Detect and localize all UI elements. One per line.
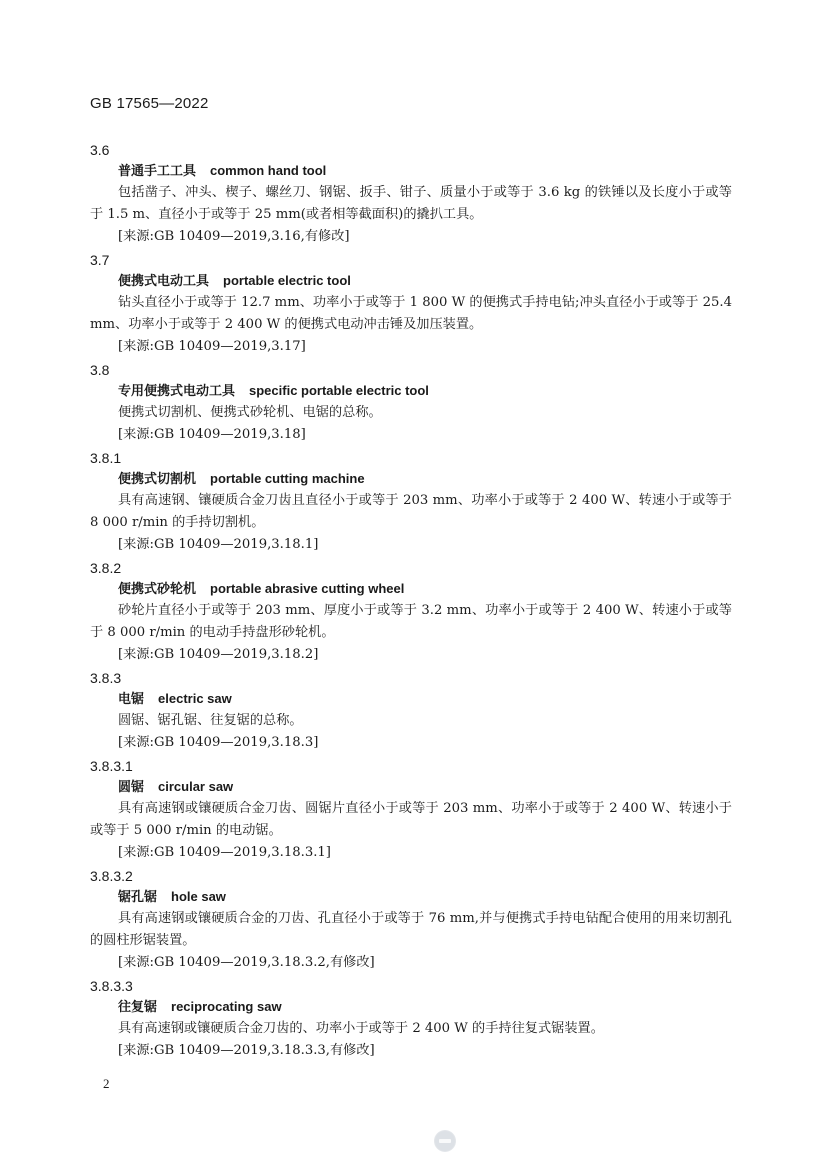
term-number: 3.8.3 (90, 670, 122, 686)
term-definition: 具有高速钢或镶硬质合金刀齿的、功率小于或等于 2 400 W 的手持往复式锯装置。 (118, 1021, 604, 1036)
term-en: electric saw (158, 691, 232, 706)
term-number: 3.8.3.1 (90, 758, 133, 774)
term-entry (90, 140, 732, 248)
term-number: 3.8.2 (90, 560, 122, 576)
term-source: [来源:GB 10409—2019,3.18.3.3,有修改] (118, 1043, 375, 1058)
term-entry (90, 976, 732, 1062)
term-number: 3.8.3.3 (90, 978, 133, 994)
term-zh: 便携式切割机 (118, 472, 197, 487)
term-zh: 电锯 (118, 692, 145, 707)
term-source: [来源:GB 10409—2019,3.18] (118, 427, 306, 442)
term-en: portable abrasive cutting wheel (210, 581, 405, 596)
term-zh: 专用便携式电动工具 (118, 384, 236, 399)
term-zh: 便携式砂轮机 (118, 582, 197, 597)
term-entry (90, 756, 732, 864)
term-heading (90, 468, 732, 490)
term-entry (90, 360, 732, 446)
term-definition: 包括凿子、冲头、楔子、螺丝刀、钢锯、扳手、钳子、质量小于或等于 3.6 kg 的铁锤以及长度小于或等于 1.5 m、直径小于或等于 25 mm(或者相等截面积)的撬扒工具。 (90, 185, 732, 222)
term-entry (90, 250, 732, 358)
term-en: reciprocating saw (171, 999, 282, 1014)
term-en: common hand tool (210, 163, 327, 178)
term-heading (90, 996, 732, 1018)
term-entry (90, 668, 732, 754)
term-definition: 钻头直径小于或等于 12.7 mm、功率小于或等于 1 800 W 的便携式手持电钻;冲头直径小于或等于 25.4 mm、功率小于或等于 2 400 W 的便携式电动冲击锤及加压装置。 (90, 295, 732, 332)
term-number: 3.7 (90, 252, 110, 268)
watermark-logo-icon (434, 1130, 456, 1152)
term-heading (90, 776, 732, 798)
term-source: [来源:GB 10409—2019,3.18.1] (118, 537, 319, 552)
term-source: [来源:GB 10409—2019,3.18.3.1] (118, 845, 331, 860)
term-definition: 便携式切割机、便携式砂轮机、电锯的总称。 (118, 405, 382, 420)
term-entry (90, 866, 732, 974)
term-zh: 圆锯 (118, 780, 145, 795)
term-heading (90, 688, 732, 710)
term-definition: 具有高速钢、镶硬质合金刀齿且直径小于或等于 203 mm、功率小于或等于 2 400 W、转速小于或等于 8 000 r/min 的手持切割机。 (90, 493, 732, 530)
term-definition: 具有高速钢或镶硬质合金的刀齿、孔直径小于或等于 76 mm,并与便携式手持电钻配合使用的用来切割孔的圆柱形锯装置。 (90, 911, 732, 948)
term-en: specific portable electric tool (249, 383, 429, 398)
term-zh: 普通手工工具 (118, 164, 197, 179)
term-number: 3.8.1 (90, 450, 122, 466)
watermark-badge-icon (434, 1130, 456, 1152)
term-number: 3.8.3.2 (90, 868, 133, 884)
term-heading (90, 886, 732, 908)
term-en: hole saw (171, 889, 226, 904)
term-heading (90, 160, 732, 182)
term-source: [来源:GB 10409—2019,3.18.3] (118, 735, 319, 750)
terms-list (90, 138, 732, 1062)
term-en: portable electric tool (223, 273, 351, 288)
term-source: [来源:GB 10409—2019,3.17] (118, 339, 306, 354)
term-source: [来源:GB 10409—2019,3.18.2] (118, 647, 319, 662)
term-number: 3.6 (90, 142, 110, 158)
term-entry (90, 558, 732, 666)
term-source: [来源:GB 10409—2019,3.18.3.2,有修改] (118, 955, 375, 970)
standard-code-header: GB 17565—2022 (90, 95, 209, 112)
term-heading (90, 578, 732, 600)
term-zh: 便携式电动工具 (118, 274, 210, 289)
term-entry (90, 448, 732, 556)
term-number: 3.8 (90, 362, 110, 378)
term-definition: 砂轮片直径小于或等于 203 mm、厚度小于或等于 3.2 mm、功率小于或等于 2 400 W、转速小于或等于 8 000 r/min 的电动手持盘形砂轮机。 (90, 603, 732, 640)
term-en: portable cutting machine (210, 471, 365, 486)
page-number: 2 (103, 1076, 110, 1091)
term-source: [来源:GB 10409—2019,3.16,有修改] (118, 229, 350, 244)
term-heading (90, 380, 732, 402)
term-heading (90, 270, 732, 292)
term-zh: 锯孔锯 (118, 890, 158, 905)
term-definition: 具有高速钢或镶硬质合金刀齿、圆锯片直径小于或等于 203 mm、功率小于或等于 2 400 W、转速小于或等于 5 000 r/min 的电动锯。 (90, 801, 732, 838)
term-en: circular saw (158, 779, 234, 794)
term-definition: 圆锯、锯孔锯、往复锯的总称。 (118, 713, 303, 728)
term-zh: 往复锯 (118, 1000, 158, 1015)
